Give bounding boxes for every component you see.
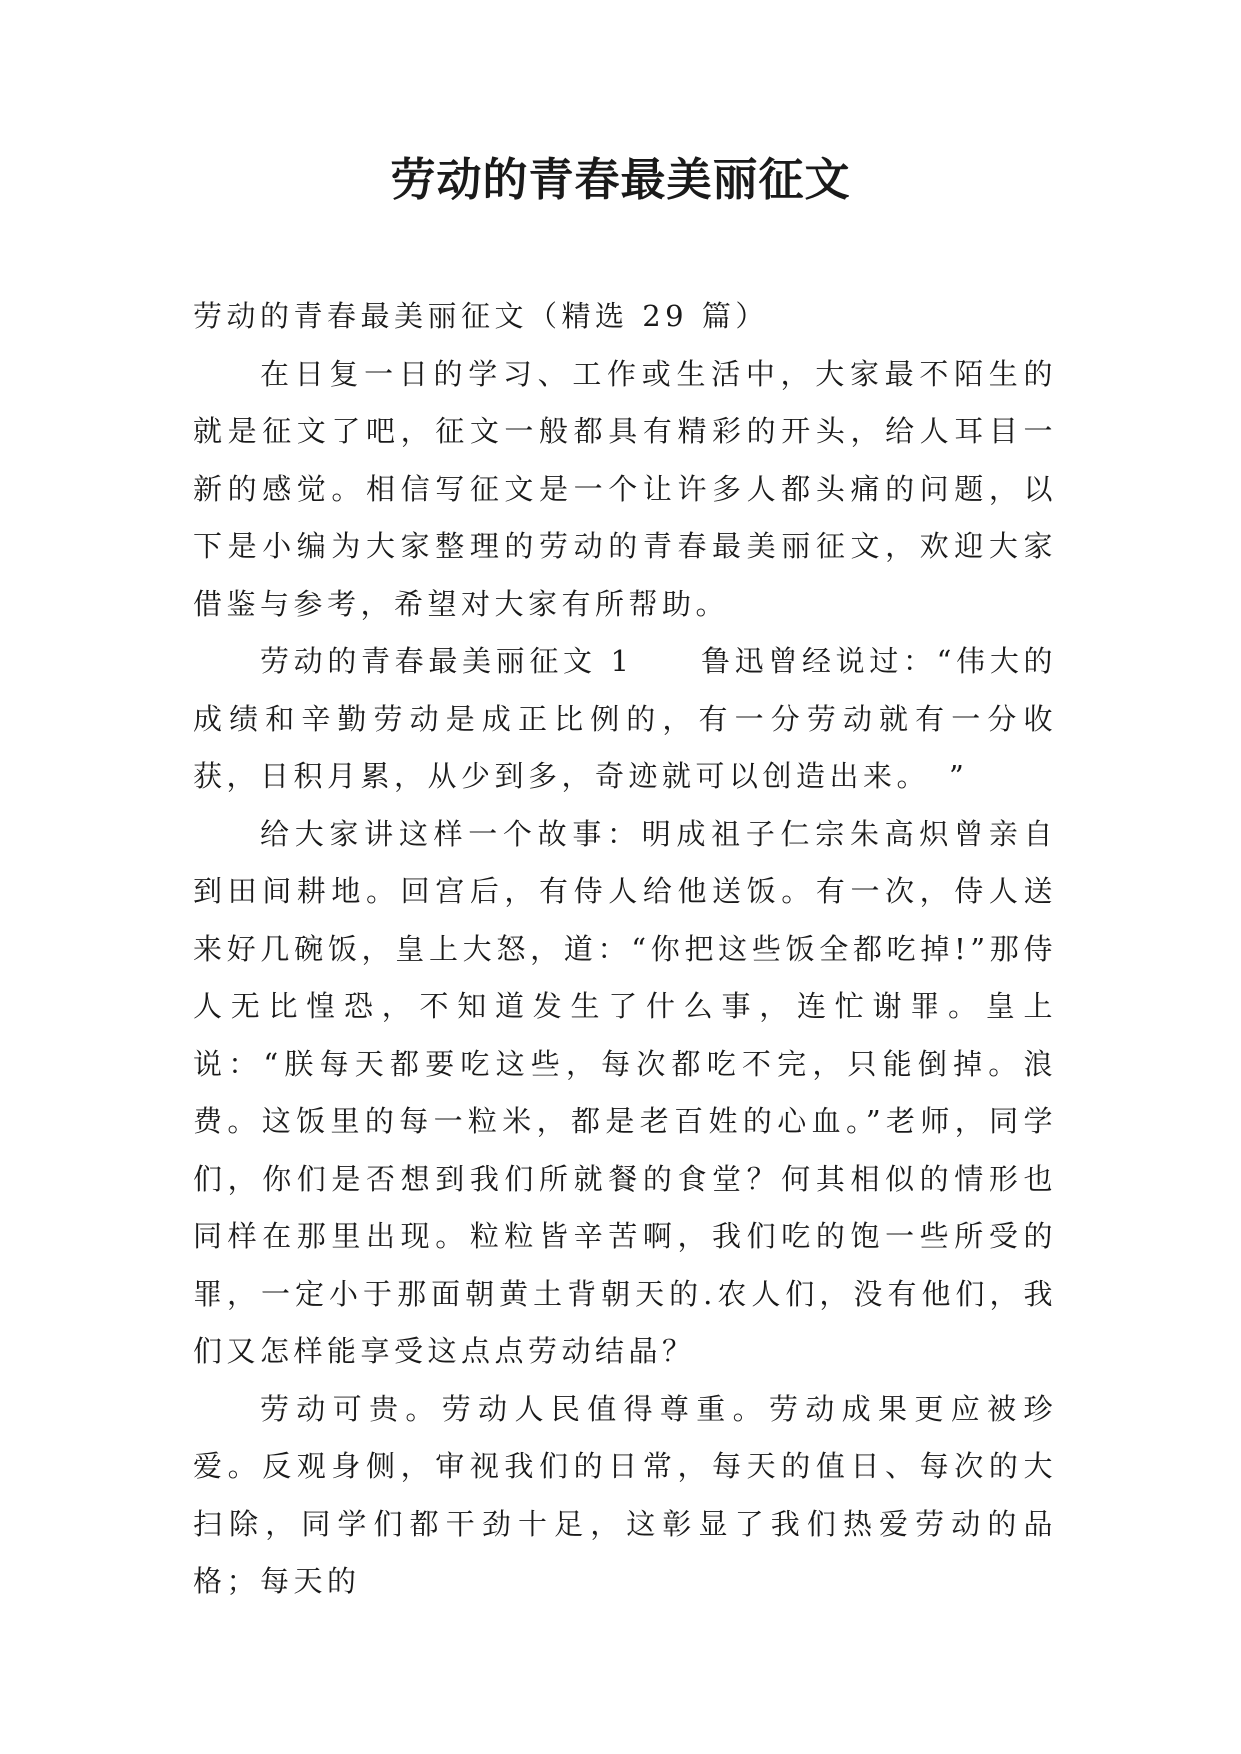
paragraph-essay-1-opening: 劳动的青春最美丽征文 1 鲁迅曾经说过：“伟大的成绩和辛勤劳动是成正比例的，有一分劳动就有一分收获，日积月累，从少到多，奇迹就可以创造出来。 ” [193,644,1057,793]
document-subtitle: 劳动的青春最美丽征文（精选 29 篇） [193,299,769,333]
document-title: 劳动的青春最美丽征文 [390,153,851,206]
paragraph-labor-value: 劳动可贵。劳动人民值得尊重。劳动成果更应被珍爱。反观身侧，审视我们的日常，每天的值日、每次的大扫除，同学们都干劲十足，这彰显了我们热爱劳动的品格；每天的 [193,1391,1057,1598]
paragraph-intro: 在日复一日的学习、工作或生活中，大家最不陌生的就是征文了吧，征文一般都具有精彩的开头，给人耳目一新的感觉。相信写征文是一个让许多人都头痛的问题，以下是小编为大家整理的劳动的青春最美丽征文，欢迎大家借鉴与参考，希望对大家有所帮助。 [193,356,1057,621]
paragraph-story: 给大家讲这样一个故事：明成祖子仁宗朱高炽曾亲自到田间耕地。回宫后，有侍人给他送饭。有一次，侍人送来好几碗饭，皇上大怒，道：“你把这些饭全都吃掉!”那侍人无比惶恐，不知道发生了什么事，连忙谢罪。皇上说：“朕每天都要吃这些，每次都吃不完，只能倒掉。浪费。这饭里的每一粒米，都是老百姓的心血。”老师，同学们，你们是否想到我们所就餐的食堂？何其相似的情形也同样在那里出现。粒粒皆辛苦啊，我们吃的饱一些所受的罪，一定小于那面朝黄土背朝天的.农人们，没有他们，我们又怎样能享受这点点劳动结晶？ [193,816,1057,1368]
document-body [193,288,1057,1611]
